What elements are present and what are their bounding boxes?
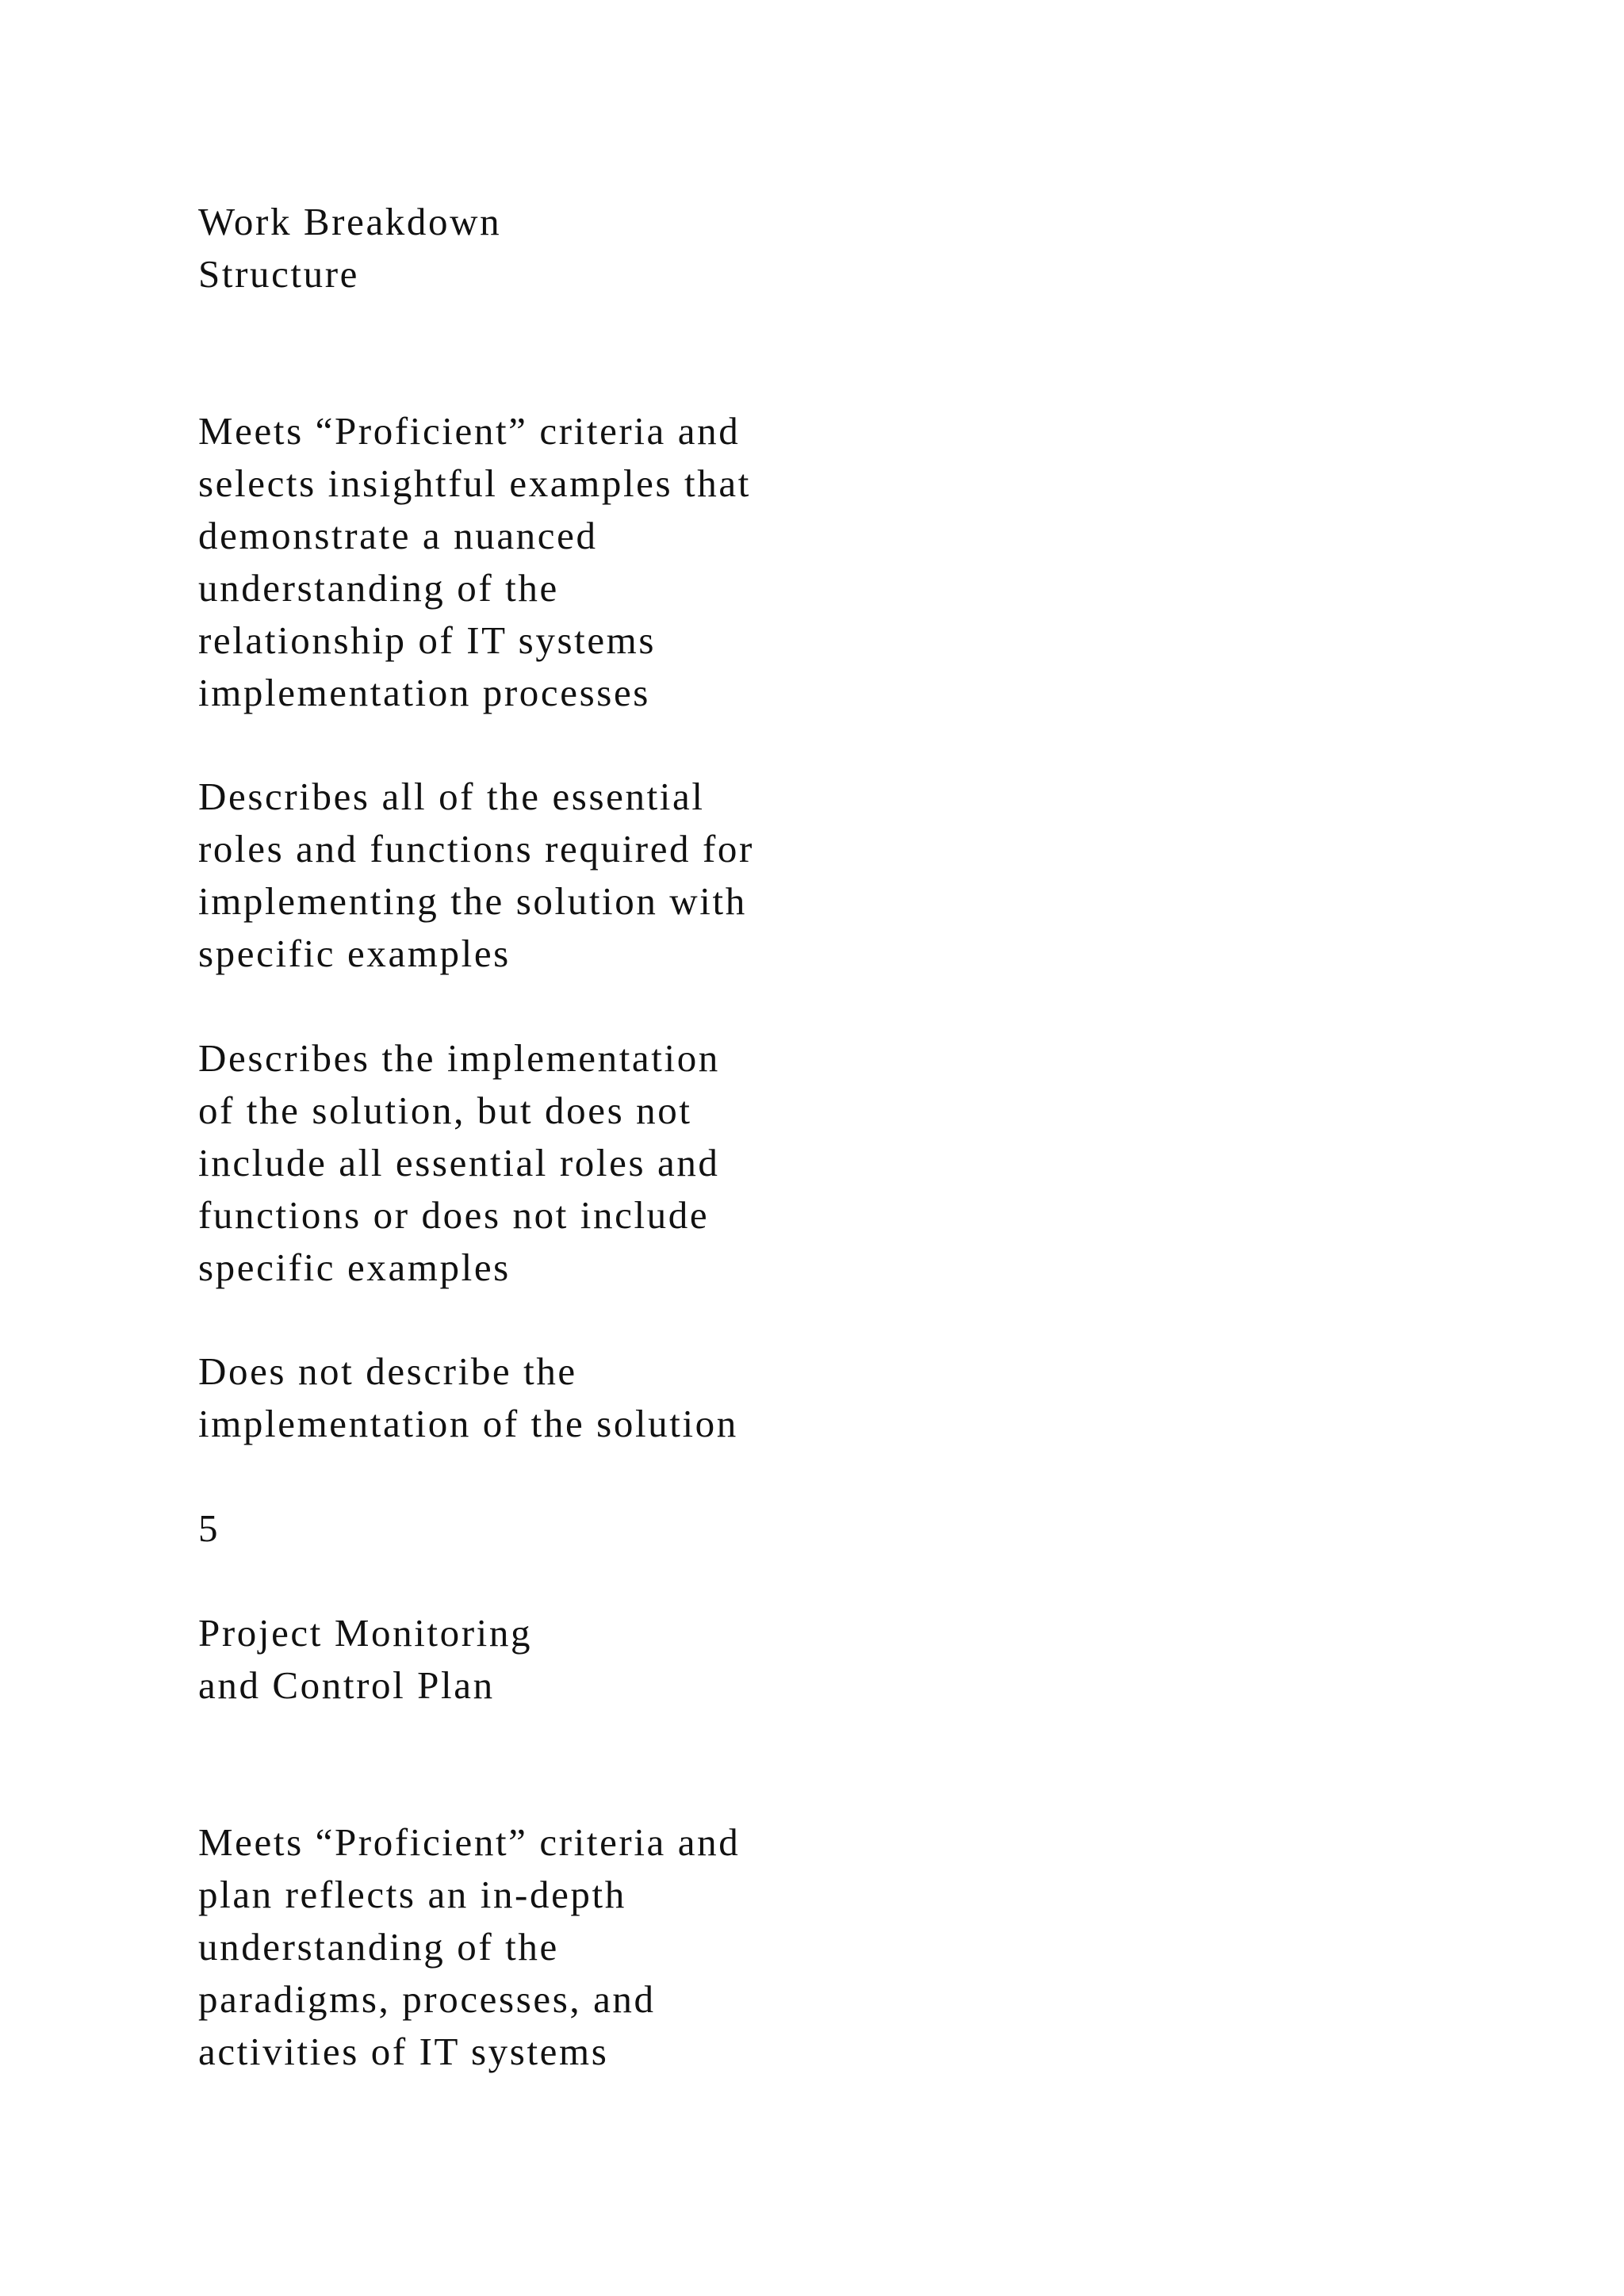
text-line: specific examples — [198, 932, 511, 975]
text-line: relationship of IT systems — [198, 618, 657, 662]
text-line: Does not describe the — [198, 1349, 577, 1393]
needs-improvement-description-wbs — [198, 1032, 720, 1294]
text-line: Work Breakdown — [198, 200, 502, 243]
text-line: implementation of the solution — [198, 1402, 738, 1445]
text-line: selects insightful examples that — [198, 461, 751, 505]
text-line: roles and functions required for — [198, 827, 754, 871]
exemplary-description-monitoring — [198, 1816, 740, 2078]
criterion-value — [198, 1502, 220, 1555]
text-line: and Control Plan — [198, 1663, 495, 1707]
text-line: demonstrate a nuanced — [198, 514, 598, 557]
criterion-heading-project-monitoring — [198, 1607, 532, 1712]
text-line: paradigms, processes, and — [198, 1977, 656, 2021]
text-line: Project Monitoring — [198, 1611, 533, 1655]
text-line: implementation processes — [198, 671, 650, 714]
text-line: Structure — [198, 252, 360, 296]
text-line: functions or does not include — [198, 1193, 710, 1237]
text-line: Describes all of the essential — [198, 775, 705, 818]
text-line: specific examples — [198, 1246, 511, 1289]
text-line: include all essential roles and — [198, 1141, 720, 1184]
text-line: activities of IT systems — [198, 2030, 609, 2073]
not-evident-description-wbs — [198, 1345, 738, 1450]
text-line: implementing the solution with — [198, 879, 747, 923]
text-line: understanding of the — [198, 566, 559, 610]
proficient-description-wbs — [198, 771, 754, 980]
text-line: Meets “Proficient” criteria and — [198, 1820, 741, 1864]
text-line: understanding of the — [198, 1925, 559, 1969]
text-line: Meets “Proficient” criteria and — [198, 409, 741, 453]
text-line: of the solution, but does not — [198, 1089, 692, 1132]
criterion-heading-work-breakdown-structure — [198, 196, 501, 300]
text-line: Describes the implementation — [198, 1036, 720, 1080]
text-line: 5 — [198, 1506, 220, 1550]
exemplary-description-wbs — [198, 405, 751, 719]
text-line: plan reflects an in-depth — [198, 1873, 626, 1916]
